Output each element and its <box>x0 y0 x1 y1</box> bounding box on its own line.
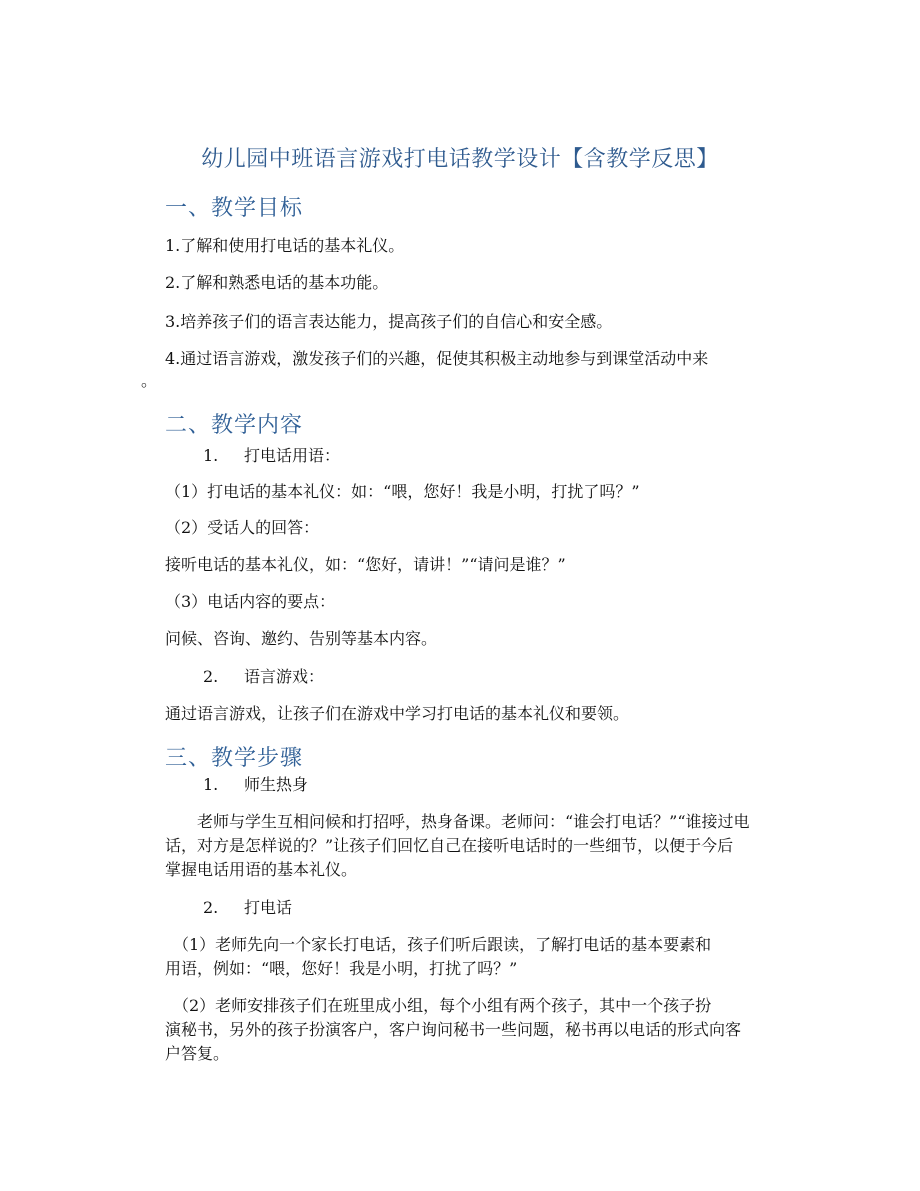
objective-item-1: 1.了解和使用打电话的基本礼仪。 <box>165 236 405 255</box>
steps-paragraph-2-line-1-text: （1）老师先向一个家长打电话，孩子们听后跟读，了解打电话的基本要素和 <box>173 935 712 954</box>
steps-paragraph-2-line-2: 用语，例如：“喂，您好！我是小明，打扰了吗？” <box>165 959 518 978</box>
objective-item-4: 4.通过语言游戏，激发孩子们的兴趣，促使其积极主动地参与到课堂活动中来 <box>165 349 709 368</box>
section-heading-objectives: 一、教学目标 <box>165 196 304 221</box>
content-paragraph-2: （2）受话人的回答： <box>165 518 320 537</box>
document-title: 幼儿园中班语言游戏打电话教学设计【含教学反思】 <box>201 147 719 172</box>
section-heading-content: 二、教学内容 <box>165 413 304 438</box>
steps-sub1-number: 1. <box>203 775 219 794</box>
content-paragraph-5: 问候、咨询、邀约、告别等基本内容。 <box>165 629 438 648</box>
content-sub2-number: 2. <box>203 667 219 686</box>
content-paragraph-6: 通过语言游戏，让孩子们在游戏中学习打电话的基本礼仪和要领。 <box>165 704 630 723</box>
steps-paragraph-3-line-3: 户答复。 <box>165 1044 230 1063</box>
content-paragraph-3: 接听电话的基本礼仪，如：“您好，请讲！”“请问是谁？” <box>165 555 566 574</box>
objective-item-3: 3.培养孩子们的语言表达能力，提高孩子们的自信心和安全感。 <box>165 312 613 331</box>
steps-paragraph-1-line-1: 老师与学生互相问候和打招呼，热身备课。老师问：“谁会打电话？”“谁接过电 <box>197 812 750 831</box>
steps-paragraph-3-line-1 <box>165 993 785 1018</box>
steps-paragraph-1-line-2: 话，对方是怎样说的？”让孩子们回忆自己在接听电话时的一些细节，以便于今后 <box>165 836 734 855</box>
steps-sub2-number: 2. <box>203 898 219 917</box>
steps-sub1-label: 师生热身 <box>244 775 309 794</box>
content-paragraph-1: （1）打电话的基本礼仪：如：“喂，您好！我是小明，打扰了吗？” <box>165 482 640 501</box>
steps-paragraph-2-line-1 <box>165 932 785 957</box>
objective-item-4-tail: 。 <box>141 371 158 390</box>
steps-paragraph-1-line-3: 掌握电话用语的基本礼仪。 <box>165 860 358 879</box>
section-heading-steps: 三、教学步骤 <box>165 746 304 771</box>
content-sub1-label: 打电话用语： <box>244 446 341 465</box>
steps-paragraph-3-line-2: 演秘书，另外的孩子扮演客户，客户询问秘书一些问题，秘书再以电话的形式向客 <box>165 1020 742 1039</box>
steps-sub2-label: 打电话 <box>244 898 293 917</box>
content-sub1-number: 1. <box>203 446 219 465</box>
objective-item-2: 2.了解和熟悉电话的基本功能。 <box>165 273 389 292</box>
steps-paragraph-3-line-1-text: （2）老师安排孩子们在班里成小组，每个小组有两个孩子，其中一个孩子扮 <box>173 996 712 1015</box>
content-sub2-label: 语言游戏： <box>244 667 325 686</box>
content-paragraph-4: （3）电话内容的要点： <box>165 592 336 611</box>
